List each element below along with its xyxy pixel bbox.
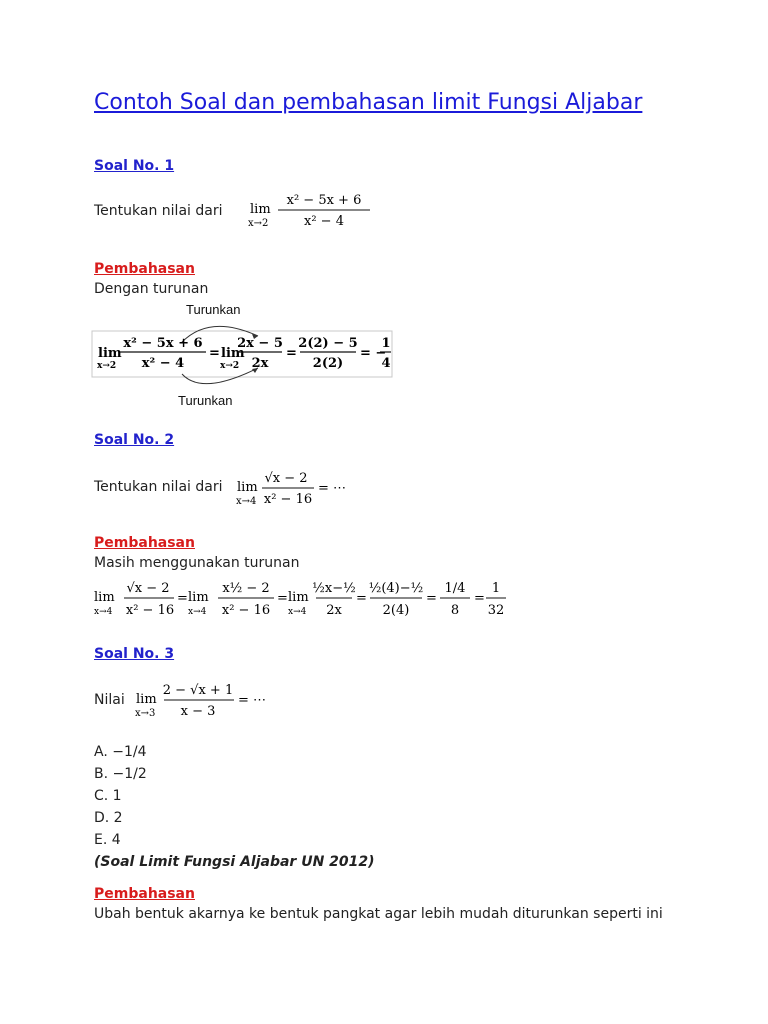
lim-label: lim: [221, 346, 245, 361]
equals-sign: =: [286, 346, 297, 361]
pembahasan-3-heading: Pembahasan: [94, 886, 195, 902]
pembahasan-1-heading: Pembahasan: [94, 261, 195, 277]
soal-2-prompt: Tentukan nilai dari: [94, 479, 223, 495]
numerator: 2(2) − 5: [298, 336, 358, 351]
numerator: x² − 5x + 6: [286, 193, 362, 208]
numerator: ½x−½: [312, 581, 356, 596]
soal-3-expression: [132, 676, 282, 722]
lim-subscript: x→2: [220, 361, 240, 371]
turunkan-bottom-label: Turunkan: [178, 393, 233, 408]
lim-label: lim: [188, 590, 209, 605]
option-e: E. 4: [94, 832, 121, 848]
numerator: 1/4: [444, 581, 466, 596]
pembahasan-2-heading: Pembahasan: [94, 535, 195, 551]
equals-sign: =: [277, 591, 288, 606]
soal-1-prompt: Tentukan nilai dari: [94, 203, 223, 219]
pembahasan-1-derivation: [90, 316, 394, 396]
pembahasan-2-derivation: [90, 568, 510, 624]
lim-subscript: x→4: [188, 607, 207, 617]
soal-3-prompt: Nilai: [94, 692, 125, 708]
equals-minus: = −: [360, 346, 387, 361]
numerator: x² − 5x + 6: [123, 336, 203, 351]
denominator: 2(2): [312, 356, 344, 371]
option-c: C. 1: [94, 788, 122, 804]
turunkan-top-label: Turunkan: [186, 302, 241, 317]
soal-1-expression: [244, 186, 374, 232]
lim-label: lim: [98, 346, 122, 361]
lim-label: lim: [237, 480, 258, 495]
soal-3-source: (Soal Limit Fungsi Aljabar UN 2012): [94, 854, 375, 870]
option-a: A. −1/4: [94, 744, 147, 760]
denominator: x − 3: [180, 704, 216, 719]
pembahasan-3-text: Ubah bentuk akarnya ke bentuk pangkat agar lebih mudah diturunkan seperti ini: [94, 906, 663, 922]
lim-subscript: x→4: [288, 607, 307, 617]
denominator: 2x: [326, 603, 342, 618]
denominator: x² − 16: [221, 603, 271, 618]
numerator: √x − 2: [264, 471, 308, 486]
equals-sign: =: [209, 346, 220, 361]
equals-sign: =: [356, 591, 367, 606]
soal-3-heading: Soal No. 3: [94, 646, 175, 662]
denominator: 2x: [251, 356, 269, 371]
lim-label: lim: [250, 202, 271, 217]
numerator: 2 − √x + 1: [162, 683, 234, 698]
numerator: 1: [491, 581, 501, 596]
soal-1-heading: Soal No. 1: [94, 158, 175, 174]
option-b: B. −1/2: [94, 766, 147, 782]
denominator: x² − 16: [263, 492, 313, 507]
lim-subscript: x→4: [94, 607, 113, 617]
equals-sign: =: [474, 591, 485, 606]
lim-label: lim: [94, 590, 115, 605]
numerator: 1: [381, 336, 391, 351]
page-title: Contoh Soal dan pembahasan limit Fungsi Aljabar: [94, 90, 643, 115]
lim-subscript: x→4: [236, 496, 257, 507]
lim-label: lim: [288, 590, 309, 605]
denominator: 4: [381, 356, 391, 371]
numerator: √x − 2: [126, 581, 170, 596]
numerator: x½ − 2: [222, 581, 270, 596]
lim-subscript: x→2: [97, 361, 117, 371]
soal-2-expression: [234, 464, 364, 510]
denominator: 2(4): [382, 603, 410, 618]
numerator: ½(4)−½: [368, 581, 424, 596]
lim-subscript: x→3: [135, 708, 156, 719]
lim-label: lim: [136, 692, 157, 707]
equals-ellipsis: = ⋯: [238, 693, 267, 708]
denominator: 8: [450, 603, 460, 618]
equals-sign: =: [177, 591, 188, 606]
lim-subscript: x→2: [248, 218, 269, 229]
denominator: x² − 16: [125, 603, 175, 618]
denominator: 32: [487, 603, 505, 618]
pembahasan-1-text: Dengan turunan: [94, 281, 209, 297]
pembahasan-2-text: Masih menggunakan turunan: [94, 555, 300, 571]
equals-sign: =: [426, 591, 437, 606]
denominator: x² − 4: [141, 356, 185, 371]
equals-ellipsis: = ⋯: [318, 481, 347, 496]
soal-2-heading: Soal No. 2: [94, 432, 175, 448]
denominator: x² − 4: [304, 214, 344, 229]
numerator: 2x − 5: [237, 336, 283, 351]
option-d: D. 2: [94, 810, 123, 826]
